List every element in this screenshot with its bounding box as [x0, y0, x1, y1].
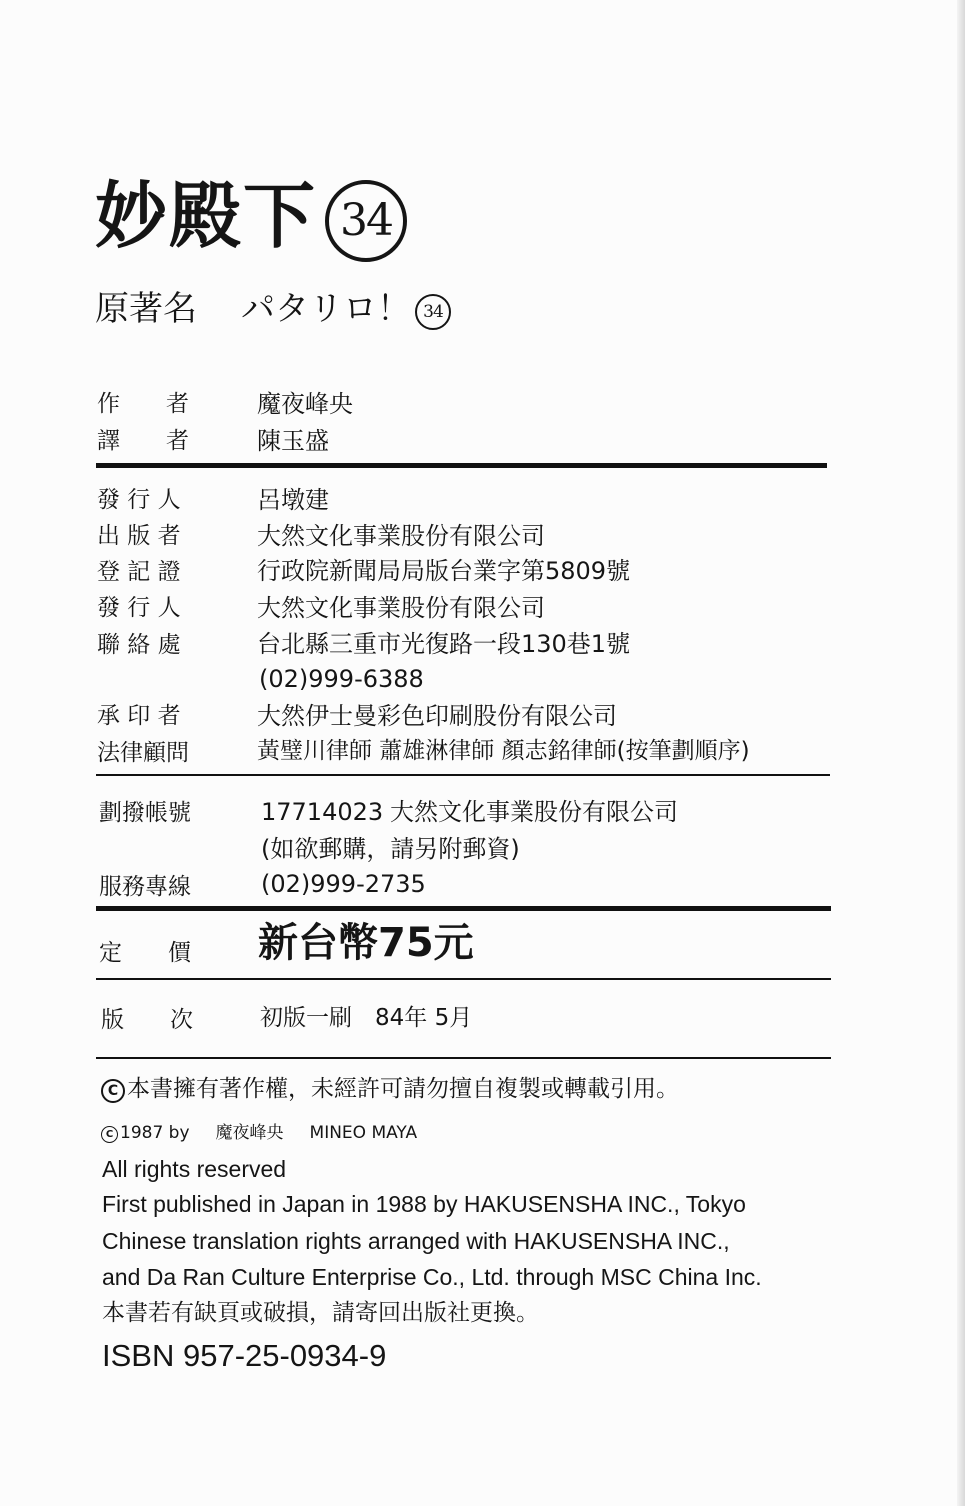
printer-label: 承 印 者	[97, 703, 181, 729]
translation-rights-1: Chinese translation rights arranged with HAKUSENSHA INC.,	[102, 1228, 730, 1254]
postal-account-label: 劃撥帳號	[99, 800, 191, 826]
author-label: 作 者	[97, 391, 189, 417]
postal-account-name: 大然文化事業股份有限公司	[390, 798, 678, 826]
publisher-value: 大然文化事業股份有限公司	[257, 522, 545, 550]
author-value: 魔夜峰央	[257, 390, 353, 418]
replacement-notice: 本書若有缺頁或破損，請寄回出版社更換。	[102, 1300, 539, 1326]
copyright-year: 1987 by	[120, 1123, 190, 1143]
divider-thin-3	[96, 1057, 831, 1059]
rights-reserved: All rights reserved	[102, 1156, 287, 1182]
price-value: 新台幣75元	[258, 920, 474, 966]
book-title-text: 妙殿下	[95, 173, 318, 258]
divider-thick-2	[96, 906, 831, 911]
translator-label: 譯 者	[97, 428, 189, 454]
copyright-notice	[101, 1078, 679, 1103]
divider-thick-1	[96, 463, 827, 468]
copyright-author-cn: 魔夜峰央	[215, 1123, 284, 1143]
distributor-label: 發 行 人	[97, 595, 181, 621]
registration-label: 登 記 證	[97, 559, 181, 585]
edition-label: 版 次	[101, 1007, 193, 1033]
issuer-value: 呂墩建	[257, 486, 329, 514]
copyright-notice-text: 本書擁有著作權，未經許可請勿擅自複製或轉載引用。	[127, 1076, 679, 1102]
page-edge-shadow	[957, 0, 965, 1506]
postal-account-number: 17714023	[261, 798, 384, 826]
original-title-name: パタリロ！	[241, 289, 411, 329]
postal-order-note: (如欲郵購，請另附郵資)	[261, 835, 520, 863]
registration-value: 行政院新聞局局版台業字第5809號	[257, 557, 631, 585]
contact-phone: (02)999-6388	[259, 665, 424, 693]
copyright-small-icon: C	[101, 1126, 118, 1143]
original-title-label: 原著名	[95, 289, 197, 329]
copyright-author-en: MINEO MAYA	[309, 1123, 418, 1143]
original-title	[95, 289, 451, 330]
printer-value: 大然伊士曼彩色印刷股份有限公司	[257, 702, 617, 730]
isbn: ISBN 957-25-0934-9	[102, 1338, 387, 1373]
legal-counsel-value: 黃璧川律師 蕭雄淋律師 顏志銘律師(按筆劃順序)	[257, 738, 750, 764]
service-line-label: 服務專線	[99, 874, 191, 900]
copyright-year-line	[101, 1125, 417, 1143]
divider-thin-1	[96, 774, 830, 776]
issuer-label: 發 行 人	[97, 487, 181, 513]
book-title	[95, 173, 407, 262]
legal-counsel-label: 法律顧問	[97, 740, 189, 766]
original-volume-number: 34	[415, 294, 451, 330]
volume-number: 34	[325, 180, 407, 262]
service-line-value: (02)999-2735	[261, 870, 426, 898]
translator-value: 陳玉盛	[257, 427, 329, 455]
publisher-label: 出 版 者	[97, 523, 181, 549]
translation-rights-2: and Da Ran Culture Enterprise Co., Ltd. through MSC China Inc.	[102, 1264, 762, 1290]
distributor-value: 大然文化事業股份有限公司	[257, 594, 545, 622]
price-label: 定 價	[99, 940, 191, 966]
copyright-icon: C	[101, 1079, 125, 1103]
contact-label: 聯 絡 處	[97, 632, 181, 658]
divider-thin-2	[96, 978, 831, 980]
contact-address: 台北縣三重市光復路一段130巷1號	[257, 630, 631, 658]
first-published: First published in Japan in 1988 by HAKUSENSHA INC., Tokyo	[102, 1191, 746, 1217]
edition-value: 初版一刷 84年 5月	[260, 1005, 473, 1031]
